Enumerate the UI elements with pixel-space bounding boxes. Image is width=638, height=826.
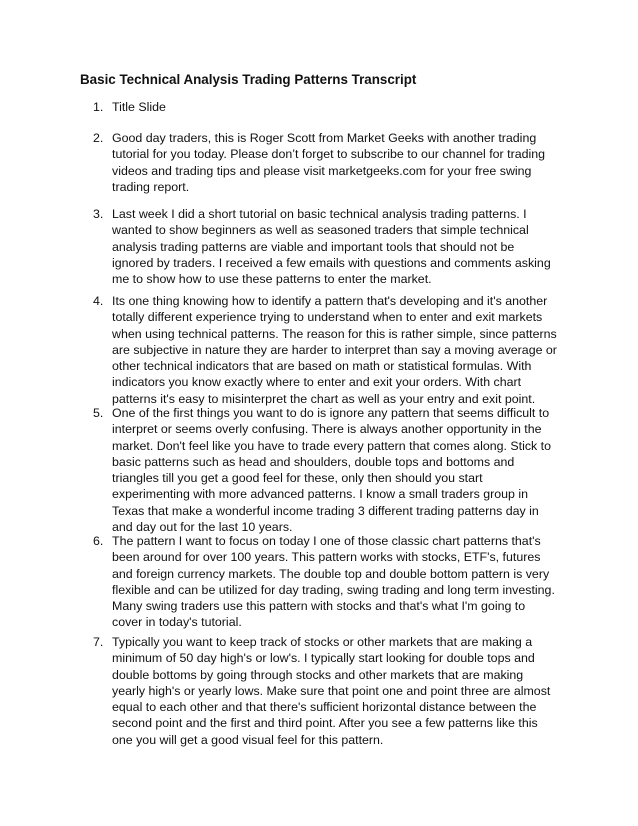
list-item-text: [112, 405, 568, 535]
text-line: analysis trading patterns are viable and important tools that should not be: [112, 239, 515, 254]
text-line: interpret or seems overly confusing. There is always another opportunity in the: [112, 422, 542, 437]
text-line: The pattern I want to focus on today I one of those classic chart patterns that's: [112, 534, 541, 548]
text-line: videos and trading tips and please visit marketgeeks.com for your free swing: [112, 163, 532, 178]
text-line: Last week I did a short tutorial on basic technical analysis trading patterns. I: [112, 207, 527, 221]
text-line: ignored by traders. I received a few emails with questions and comments asking: [112, 255, 551, 270]
document-title: Basic Technical Analysis Trading Patterns Transcript: [80, 72, 417, 87]
list-item-text: [112, 293, 568, 407]
list-item-text: [112, 206, 568, 287]
text-line: second point and the first and third point. After you see a few patterns like this: [112, 716, 538, 731]
text-line: One of the first things you want to do is ignore any pattern that seems difficult to: [112, 406, 550, 420]
text-line: been around for over 100 years. This pattern works with stocks, ETF's, futures: [112, 550, 541, 565]
list-item-number: 5.: [93, 406, 104, 420]
text-line: flexible and can be utilized for day trading, swing trading and long term investing.: [112, 582, 555, 597]
text-line: one you will get a good visual feel for this pattern.: [112, 732, 384, 747]
text-line: basic patterns such as head and shoulders, double tops and bottoms and: [112, 454, 515, 469]
text-line: yearly high's or yearly lows. Make sure that point one and point three are almost: [112, 683, 551, 698]
text-line: cover in today's tutorial.: [112, 615, 242, 630]
text-line: wanted to show beginners as well as seasoned traders that simple technical: [112, 223, 529, 238]
list-item-number: 4.: [93, 294, 104, 308]
text-line: triangles till you get a good feel for these, only then should you start: [112, 471, 483, 485]
text-line: Texas that make a wonderful income trading 3 different trading patterns day in: [112, 503, 539, 518]
text-line: Many swing traders use this pattern with stocks and that's what I'm going to: [112, 599, 526, 613]
text-line: Its one thing knowing how to identify a pattern that's developing and it's another: [112, 294, 548, 308]
text-line: and day out for the last 10 years.: [112, 519, 293, 534]
list-item-text: [112, 634, 568, 748]
text-line: when using technical patterns. The reason for this is rather simple, since patterns: [112, 326, 557, 341]
text-line: other technical indicators that are based on math or statistical formulas. With: [112, 359, 532, 373]
text-line: minimum of 50 day high's or low's. I typically start looking for double tops and: [112, 651, 535, 666]
text-line: trading report.: [112, 179, 190, 194]
list-item-number: 2.: [93, 131, 104, 145]
text-line: and foreign currency markets. The double top and double bottom pattern is very: [112, 566, 550, 581]
text-line: are subjective in nature they are harder to interpret than say a moving average or: [112, 342, 557, 357]
text-line: market. Don't feel like you have to trade every pattern that comes along. Stick to: [112, 438, 552, 453]
text-line: me to show how to use these patterns to enter the market.: [112, 272, 432, 286]
text-line: Good day traders, this is Roger Scott from Market Geeks with another trading: [112, 131, 537, 145]
text-line: double bottoms by going through stocks and other markets that are making: [112, 667, 524, 682]
text-line: totally different experience trying to understand when to enter and exit markets: [112, 310, 543, 325]
list-item-number: 3.: [93, 207, 104, 221]
list-item-number: 1.: [93, 100, 104, 114]
text-line: equal to each other and that there's sufficient horizontal distance between the: [112, 700, 537, 714]
text-line: experimenting with more advanced patterns. I know a small traders group in: [112, 487, 528, 502]
text-line: Title Slide: [112, 100, 166, 114]
text-line: tutorial for you today. Please don’t forget to subscribe to our channel for trading: [112, 147, 546, 162]
list-item-text: [112, 99, 568, 115]
text-line: Typically you want to keep track of stocks or other markets that are making a: [112, 635, 533, 649]
text-line: indicators you know exactly where to enter and exit your orders. With chart: [112, 375, 522, 390]
list-item-number: 7.: [93, 635, 104, 649]
list-item-text: [112, 130, 568, 195]
text-line: patterns it's easy to misinterpret the chart as well as your entry and exit point.: [112, 391, 536, 406]
list-item-text: [112, 533, 568, 631]
list-item-number: 6.: [93, 534, 104, 548]
